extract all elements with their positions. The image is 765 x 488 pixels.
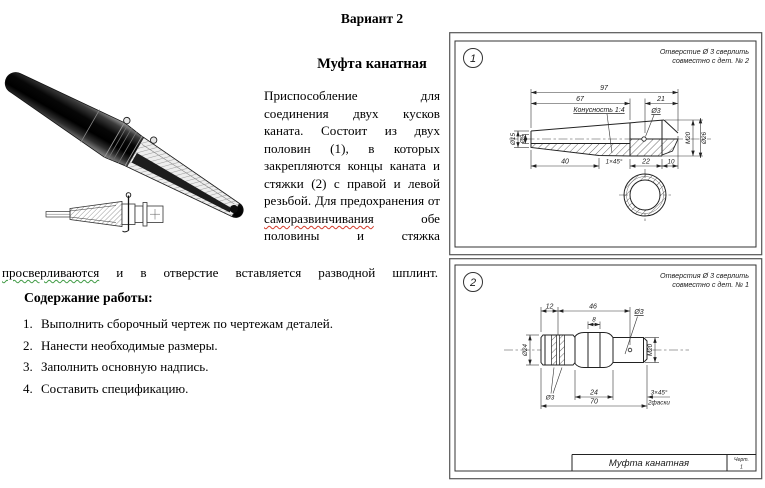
dim-label-chamfer: 3×45° — [650, 389, 668, 397]
dim-label: Ø24 — [522, 344, 529, 356]
drill-hole — [642, 137, 646, 141]
detail-number: 2 — [469, 277, 477, 289]
task-item: 1. Выполнить сборочный чертеж по чертежам деталей. — [36, 316, 333, 332]
coupling-section-sketch — [46, 193, 163, 232]
dim-label: 46 — [589, 303, 597, 311]
drawing-detail-2 — [449, 258, 763, 480]
page-title: Муфта канатная — [317, 56, 427, 72]
description-paragraph — [264, 87, 440, 245]
title-block-sheet-label: Черт. — [734, 457, 749, 463]
dim-label: 12 — [545, 303, 554, 311]
dim-label-chamfer: 1×45° — [605, 158, 623, 166]
drawing-note: Отверстия Ø 3 сверлить — [659, 271, 749, 280]
dim-label: 97 — [600, 85, 608, 92]
dim-label-chamfer-note: 2фаски — [648, 399, 670, 407]
dim-label: Ø15 — [510, 133, 517, 145]
paragraph-text: обе половины и стяжка — [264, 210, 440, 244]
drawing-detail-1 — [449, 32, 763, 256]
dim-label: 40 — [561, 158, 569, 166]
paragraph-text: и в отверстие вставляется разводной шплинт. — [99, 265, 438, 280]
dim-label-thread: M20 — [647, 343, 654, 357]
dim-label: 21 — [657, 96, 665, 103]
dim-label: Ø26 — [701, 132, 708, 144]
dim-label: 24 — [590, 389, 598, 397]
dim-label-taper: Конусность 1:4 — [573, 107, 625, 114]
tasks-heading: Содержание работы: — [24, 290, 153, 305]
spellcheck-word: саморазвинчивания — [264, 210, 374, 226]
task-item: 4. Составить спецификацию. — [36, 381, 333, 397]
spellcheck-word: просверливаются — [2, 265, 100, 280]
dim-label-thread: M20 — [685, 131, 692, 145]
task-item: 2. Нанести необходимые размеры. — [36, 338, 333, 354]
dim-label: 22 — [642, 158, 650, 166]
dim-label: 8 — [592, 316, 596, 324]
dim-label: Ø9 — [519, 134, 527, 144]
task-item: 3. Заполнить основную надпись. — [36, 359, 333, 375]
drawing-frame-outer — [450, 259, 762, 479]
detail-number: 1 — [469, 53, 477, 65]
drawing-note: Отверстие Ø 3 сверлить — [659, 47, 749, 56]
description-paragraph-continued — [2, 264, 438, 282]
title-block-sheet-number: 1 — [740, 464, 743, 471]
variant-title: Вариант 2 — [340, 11, 404, 26]
drawing-note: совместно с дет. № 1 — [672, 280, 749, 289]
dim-label-hole: Ø3 — [634, 309, 644, 316]
dim-label: 10 — [667, 158, 675, 166]
dim-label-hole: Ø3 — [651, 108, 661, 115]
dim-label: Ø3 — [545, 394, 555, 402]
drawing-note: совместно с дет. № 2 — [672, 56, 749, 65]
title-block-name: Муфта канатная — [608, 458, 690, 469]
drill-hole — [628, 348, 632, 352]
tasks-list — [14, 316, 333, 402]
dim-label: 70 — [590, 398, 598, 406]
paragraph-text: Приспособление для соединения двух кусков каната. Состоит из двух половин (1), в которых закрепляются концы каната и стяжки (2) с правой и левой резьбой. Для предохранения от — [264, 88, 440, 209]
coupling-illustration — [0, 58, 262, 242]
dim-label: 67 — [576, 96, 584, 103]
